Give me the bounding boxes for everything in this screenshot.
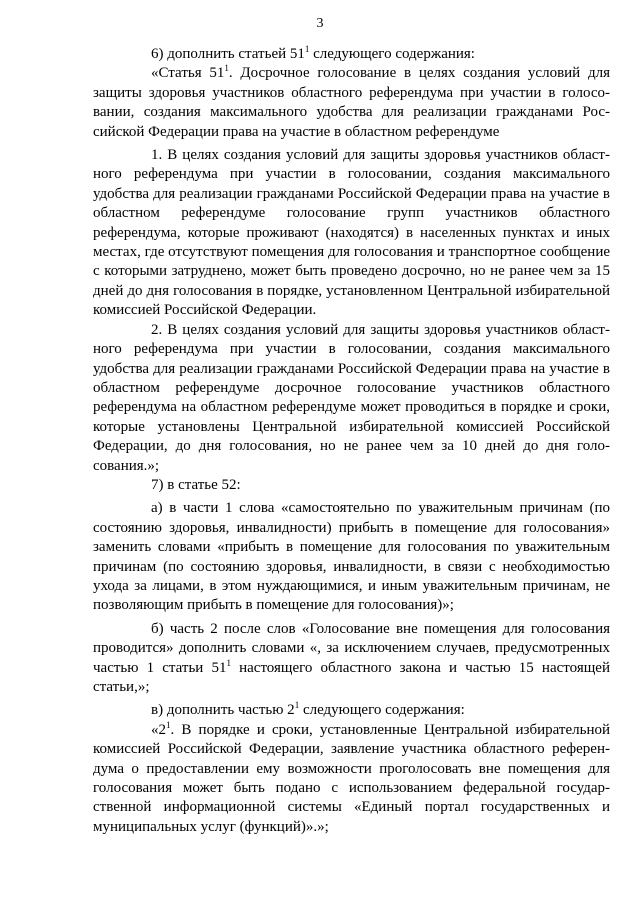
text-run: «Статья 51 bbox=[151, 65, 225, 82]
text-run: б) часть 2 после слов «Голосование вне помещения для голосования проводится» дополнить словами «, за исключением случаев, предусмотренных частью 1 статьи 51 bbox=[93, 620, 610, 676]
text-run: следующего содержания: bbox=[309, 46, 475, 62]
page-number: 3 bbox=[316, 16, 324, 31]
text-run: «2 bbox=[151, 721, 166, 738]
amendment-item-6 bbox=[93, 45, 610, 64]
text-run: 6) дополнить статьей 51 bbox=[151, 46, 305, 62]
superscript: 1 bbox=[226, 657, 231, 668]
text-run: 1. В целях создания условий для защиты здоровья участников областного референдума при участии в голосовании, создания максимального удобства для реализации гражданами Российской Федерации права на участие в областном референдуме голосование групп участников областного референдума, которые проживают (находятся) в населенных пунктах и иных местах, где отсутствуют помещения для голосования и транспортное сообщение с которыми затруднено, может быть проведено досрочно, но не ранее чем за 15 дней до дня голосования в порядке, установленном Центральной избирательной комиссией Российской Федерации. bbox=[93, 147, 610, 319]
text-run: следующего содержания: bbox=[299, 702, 465, 719]
text-run: а) в части 1 слова «самостоятельно по уважительным причинам (по состоянию здоровья, инвалидности) прибыть в помещение для голосования» заменить словами «прибыть в помещение для голосования по уважительным причинам (по состоянию здоровья, инвалидности, в связи с необходимостью ухода за лицами, в этом нуждающимися, и иным уважительным причинам, не позволяющим прибыть в помещение для голосования)»; bbox=[93, 500, 610, 614]
amendment-7b bbox=[93, 620, 610, 698]
article-51-1-heading bbox=[93, 64, 610, 142]
article-51-1-part-2 bbox=[93, 321, 610, 476]
article-51-1-part-1 bbox=[93, 146, 610, 321]
text-run: . Досрочное голосование в целях создания условий для защиты здоровья участников областного референдума при участии в голосовании, создания максимального удобства для реализации гражданами Российской Федерации права на участие в областном референдуме bbox=[93, 65, 610, 140]
amendment-7v bbox=[93, 701, 610, 720]
superscript: 1 bbox=[294, 700, 300, 711]
superscript: 1 bbox=[224, 63, 229, 74]
text-run: 2. В целях создания условий для защиты здоровья участников областного референдума при участии в голосовании, создания максимального удобства для реализации гражданами Российской Федерации права на участие в областном референдуме досрочное голосование участников областного референдума на областном референдуме может проводиться в порядке и сроки, которые установлены Центральной избирательной комиссией Российской Федерации, до дня голосования, но не ранее чем за 10 дней до дня голосования.»; bbox=[93, 321, 610, 474]
superscript: 1 bbox=[304, 44, 310, 54]
text-run: . В порядке и сроки, установленные Центральной избирательной комиссией Российской Федерации, заявление участника областного референдума о предоставлении ему возможности проголосовать вне помещения для голосования может быть подано с использованием федеральной государственной информационной системы «Единый портал государственных и муниципальных услуг (функций)».»; bbox=[93, 721, 610, 835]
text-run: в) дополнить частью 2 bbox=[151, 702, 295, 719]
text-run: настоящего областного закона и частью 15 настоящей статьи,»; bbox=[93, 659, 610, 695]
document-body bbox=[93, 45, 610, 837]
text-run: 7) в статье 52: bbox=[151, 476, 241, 493]
superscript: 1 bbox=[166, 719, 171, 730]
amendment-7a bbox=[93, 499, 610, 615]
part-2-1-text bbox=[93, 721, 610, 837]
amendment-item-7 bbox=[93, 476, 610, 495]
